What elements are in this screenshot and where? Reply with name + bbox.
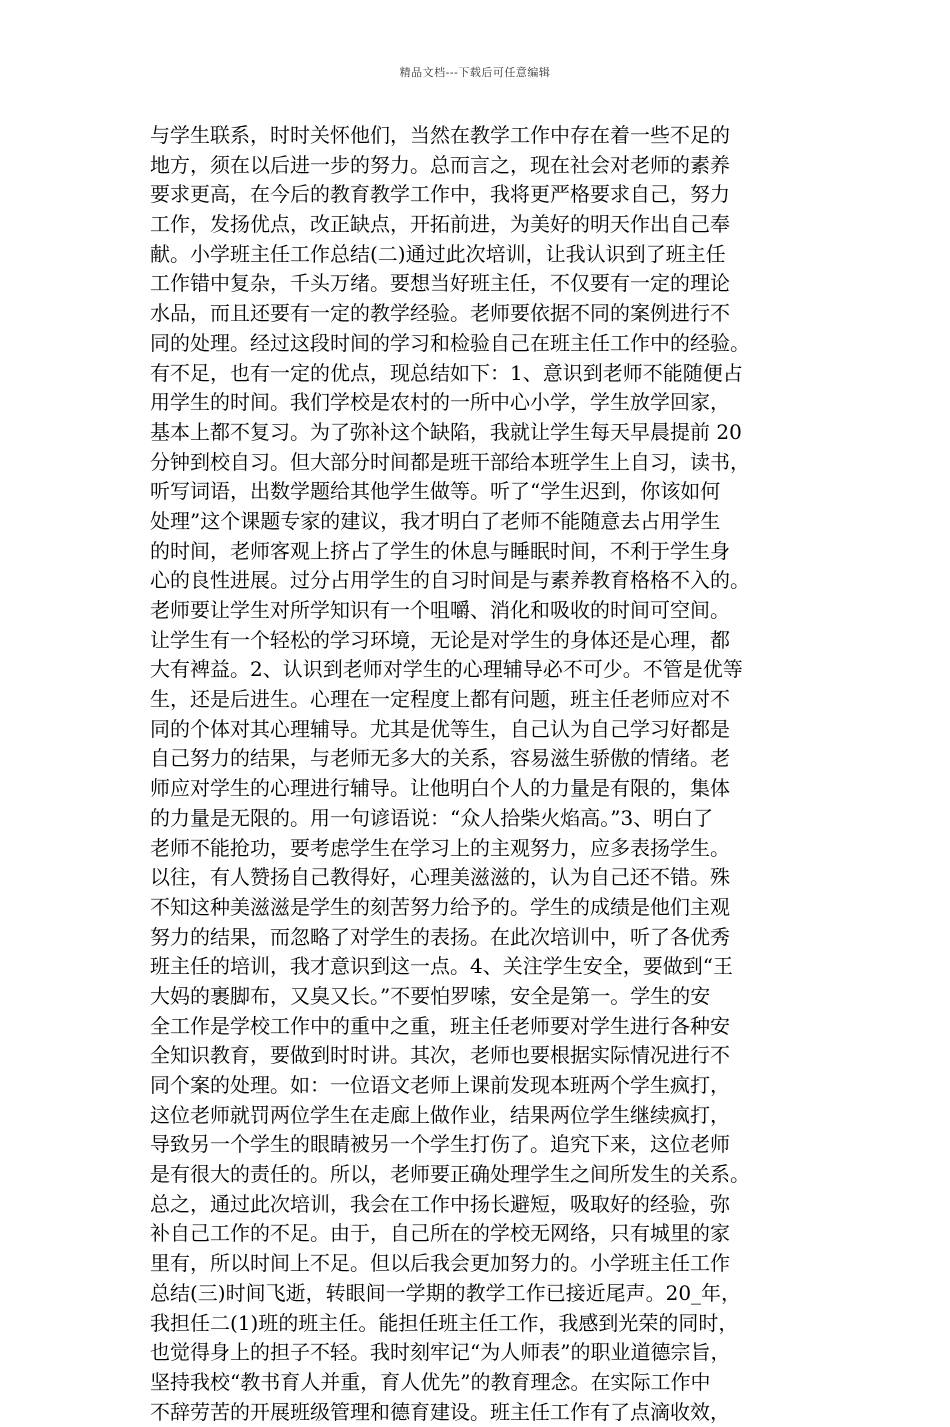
text-line: 老师要让学生对所学知识有一个咀嚼、消化和吸收的时间可空间。 — [150, 598, 730, 622]
text-line: 努力的结果，而忽略了对学生的表扬。在此次培训中，听了各优秀 — [150, 924, 730, 949]
text-line: 大妈的裹脚布，又臭又长。”不要怕罗嗦，安全是第一。学生的安 — [150, 983, 711, 1008]
text-line: 工作，发扬优点，改正缺点，开拓前进，为美好的明天作出自己奉 — [150, 212, 730, 237]
text-line: 全工作是学校工作中的重中之重，班主任老师要对学生进行各种安 — [150, 1013, 730, 1038]
text-line: 里有，所以时间上不足。但以后我会更加努力的。小学班主任工作 — [150, 1251, 730, 1276]
text-line: 水品，而且还要有一定的教学经验。老师要依据不同的案例进行不 — [150, 301, 730, 326]
text-line: 的力量是无限的。用一句谚语说：“众人拾柴火焰高。”3、明白了 — [150, 805, 714, 830]
text-line: 是有很大的责任的。所以，老师要正确处理学生之间所发生的关系。 — [150, 1162, 750, 1187]
text-line: 总结(三)时间飞逝，转眼间一学期的教学工作已接近尾声。20_年， — [150, 1280, 742, 1305]
text-line: 同个案的处理。如：一位语文老师上课前发现本班两个学生疯打， — [150, 1073, 730, 1097]
text-line: 也觉得身上的担子不轻。我时刻牢记“为人师表”的职业道德宗旨， — [150, 1340, 731, 1365]
text-line: 要求更高，在今后的教育教学工作中，我将更严格要求自己，努力 — [150, 182, 730, 207]
page-header: 精品文档---下载后可任意编辑 — [399, 66, 551, 79]
text-line: 我担任二(1)班的班主任。能担任班主任工作，我感到光荣的同时， — [150, 1310, 739, 1335]
text-line: 用学生的时间。我们学校是农村的一所中心小学，学生放学回家， — [150, 390, 730, 415]
text-line: 大有裨益。2、认识到老师对学生的心理辅导必不可少。不管是优等 — [150, 657, 743, 682]
text-line: 让学生有一个轻松的学习环境，无论是对学生的身体还是心理，都 — [150, 627, 730, 652]
text-line: 坚持我校“教书育人并重，育人优先”的教育理念。在实际工作中 — [150, 1369, 711, 1394]
text-line: 同的处理。经过这段时间的学习和检验自己在班主任工作中的经验。 — [150, 330, 750, 355]
text-line: 不知这种美滋滋是学生的刻苦努力给予的。学生的成绩是他们主观 — [150, 894, 730, 919]
text-line: 的时间，老师客观上挤占了学生的休息与睡眠时间，不利于学生身 — [150, 538, 730, 563]
text-line: 自己努力的结果，与老师无多大的关系，容易滋生骄傲的情绪。老 — [150, 746, 730, 771]
text-line: 全知识教育，要做到时时讲。其次，老师也要根据实际情况进行不 — [150, 1043, 730, 1068]
text-line: 补自己工作的不足。由于，自己所在的学校无网络，只有城里的家 — [150, 1221, 730, 1246]
text-line: 同的个体对其心理辅导。尤其是优等生，自己认为自己学习好都是 — [150, 716, 730, 741]
document-body — [150, 121, 815, 1427]
text-line: 以往，有人赞扬自己教得好，心理美滋滋的，认为自己还不错。殊 — [150, 865, 730, 890]
text-line: 处理”这个课题专家的建议，我才明白了老师不能随意去占用学生 — [150, 508, 721, 533]
text-line: 分钟到校自习。但大部分时间都是班干部给本班学生上自习，读书， — [150, 449, 750, 474]
text-line: 献。小学班主任工作总结(二)通过此次培训，让我认识到了班主任 — [150, 241, 726, 266]
text-line: 基本上都不复习。为了弥补这个缺陷，我就让学生每天早晨提前 20 — [150, 419, 742, 444]
text-line: 生，还是后进生。心理在一定程度上都有问题，班主任老师应对不 — [150, 687, 730, 712]
text-line: 心的良性进展。过分占用学生的自习时间是与素养教育格格不入的。 — [150, 568, 750, 593]
text-line: 这位老师就罚两位学生在走廊上做作业，结果两位学生继续疯打， — [150, 1102, 730, 1127]
text-line: 总之，通过此次培训，我会在工作中扬长避短，吸取好的经验，弥 — [150, 1191, 730, 1216]
text-line: 师应对学生的心理进行辅导。让他明白个人的力量是有限的，集体 — [150, 776, 730, 801]
text-line: 有不足，也有一定的优点，现总结如下：1、意识到老师不能随便占 — [150, 360, 743, 385]
text-line: 地方，须在以后进一步的努力。总而言之，现在社会对老师的素养 — [150, 152, 730, 177]
text-line: 导致另一个学生的眼睛被另一个学生打伤了。追究下来，这位老师 — [150, 1132, 730, 1157]
text-line: 工作错中复杂，千头万绪。要想当好班主任，不仅要有一定的理论 — [150, 271, 730, 296]
text-line: 不辞劳苦的开展班级管理和德育建设。班主任工作有了点滴收效， — [150, 1399, 730, 1424]
text-line: 班主任的培训，我才意识到这一点。4、关注学生安全，要做到“王 — [150, 954, 733, 979]
text-line: 老师不能抢功，要考虑学生在学习上的主观努力，应多表扬学生。 — [150, 835, 730, 860]
text-line: 听写词语，出数学题给其他学生做等。听了“学生迟到，你该如何 — [150, 479, 721, 504]
text-line: 与学生联系，时时关怀他们，当然在教学工作中存在着一些不足的 — [150, 123, 730, 147]
